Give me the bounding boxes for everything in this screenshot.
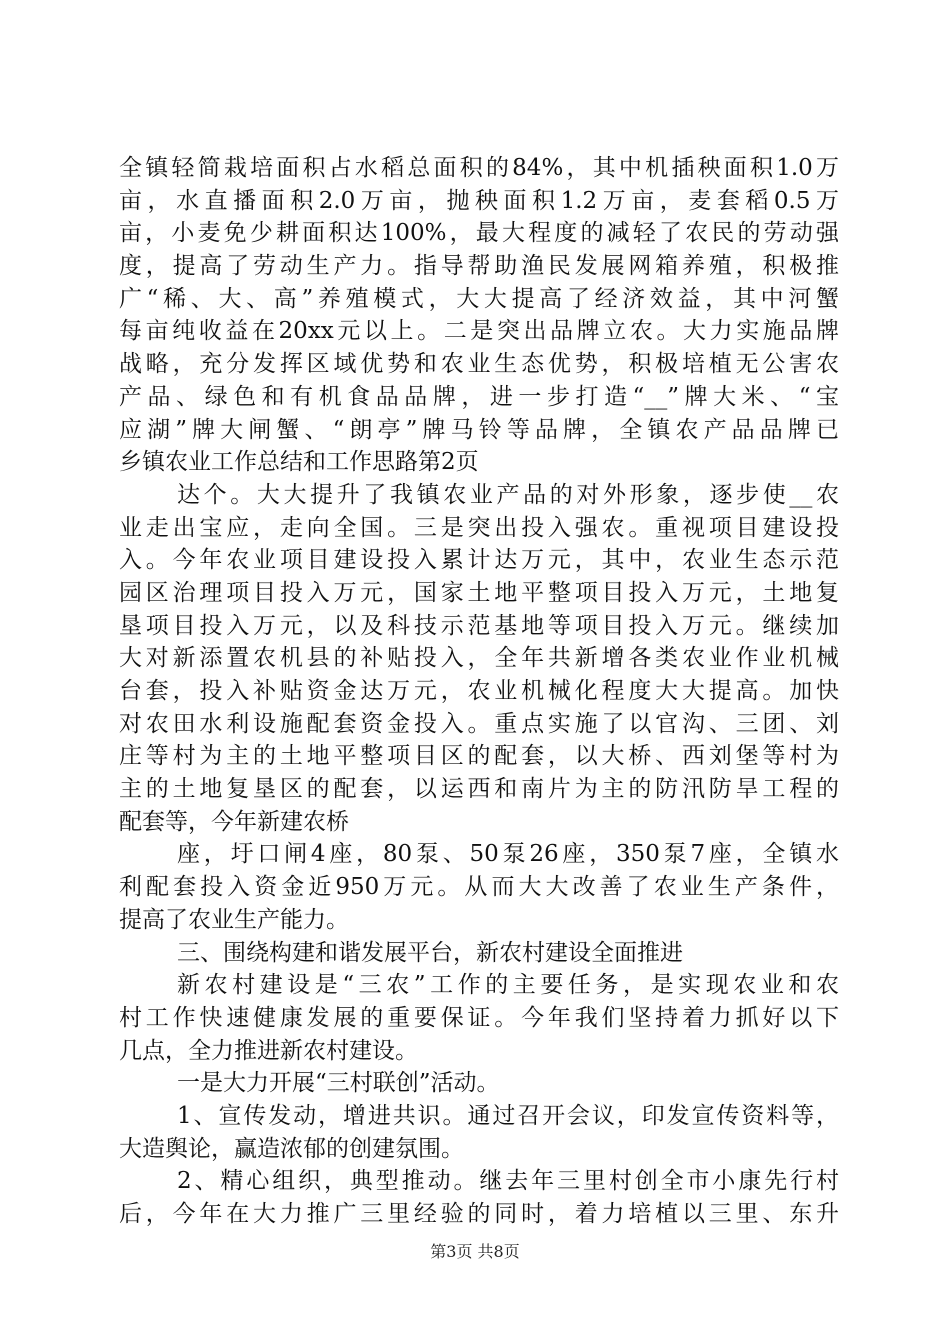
text-line: 台套，投入补贴资金达万元，农业机械化程度大大提高。加快	[119, 678, 839, 704]
text-line: 广“稀、大、高”养殖模式，大大提高了经济效益，其中河蟹	[119, 285, 839, 312]
text-line: 利配套投入资金近950万元。从而大大改善了农业生产条件，	[119, 874, 839, 901]
text-line: 2、精心组织，典型推动。继去年三里村创全市小康先行村	[177, 1168, 839, 1195]
text-line: 每亩纯收益在20xx元以上。二是突出品牌立农。大力实施品牌	[119, 318, 839, 345]
text-line: 产品、绿色和有机食品品牌，进一步打造“__”牌大米、“宝	[119, 383, 839, 410]
text-line: 新农村建设是“三农”工作的主要任务，是实现农业和农	[177, 972, 839, 999]
text-line: 主的土地复垦区的配套，以运西和南片为主的防汛防旱工程的	[119, 776, 839, 803]
text-line: 亩，水直播面积2.0万亩，抛秧面积1.2万亩，麦套稻0.5万	[119, 187, 839, 214]
text-line: 对农田水利设施配套资金投入。重点实施了以官沟、三团、刘	[119, 710, 839, 737]
text-line: 座，圩口闸4座，80泵、50泵26座，350泵7座，全镇水	[177, 841, 839, 868]
text-line: 后，今年在大力推广三里经验的同时，着力培植以三里、东升	[119, 1201, 839, 1227]
section-heading: 三、围绕构建和谐发展平台，新农村建设全面推进	[177, 939, 683, 966]
text-line: 园区治理项目投入万元，国家土地平整项目投入万元，土地复	[119, 579, 839, 606]
text-line: 庄等村为主的土地平整项目区的配套，以大桥、西刘堡等村为	[119, 743, 839, 770]
text-line: 大对新添置农机县的补贴投入，全年共新增各类农业作业机械	[119, 645, 839, 672]
text-line: 几点，全力推进新农村建设。	[119, 1037, 418, 1064]
page-continuation-heading: 乡镇农业工作总结和工作思路第2页	[119, 449, 479, 476]
text-line: 垦项目投入万元，以及科技示范基地等项目投入万元。继续加	[119, 612, 839, 639]
text-line: 业走出宝应，走向全国。三是突出投入强农。重视项目建设投	[119, 514, 839, 541]
subsection-heading: 一是大力开展“三村联创”活动。	[177, 1070, 500, 1097]
document-body	[119, 152, 839, 1231]
text-line: 配套等，今年新建农桥	[119, 808, 349, 835]
text-line: 度，提高了劳动生产力。指导帮助渔民发展网箱养殖，积极推	[119, 253, 839, 280]
text-line: 战略，充分发挥区域优势和农业生态优势，积极培植无公害农	[119, 351, 839, 378]
text-line: 全镇轻简栽培面积占水稻总面积的84%，其中机插秧面积1.0万	[119, 155, 839, 181]
text-line: 大造舆论，赢造浓郁的创建氛围。	[119, 1135, 464, 1162]
text-line: 1、宣传发动，增进共识。通过召开会议，印发宣传资料等，	[177, 1102, 839, 1129]
text-line: 入。今年农业项目建设投入累计达万元，其中，农业生态示范	[119, 547, 839, 574]
page-footer	[0, 1242, 950, 1262]
text-line: 达个。大大提升了我镇农业产品的对外形象，逐步使__农	[177, 481, 839, 508]
text-line: 村工作快速健康发展的重要保证。今年我们坚持着力抓好以下	[119, 1004, 839, 1031]
text-line: 提高了农业生产能力。	[119, 906, 349, 933]
page-indicator: 第3页 共8页	[430, 1242, 520, 1261]
text-line: 应湖”牌大闸蟹、“朗亭”牌马铃等品牌，全镇农产品品牌已	[119, 416, 839, 443]
text-line: 亩，小麦免少耕面积达100%，最大程度的减轻了农民的劳动强	[119, 220, 839, 247]
